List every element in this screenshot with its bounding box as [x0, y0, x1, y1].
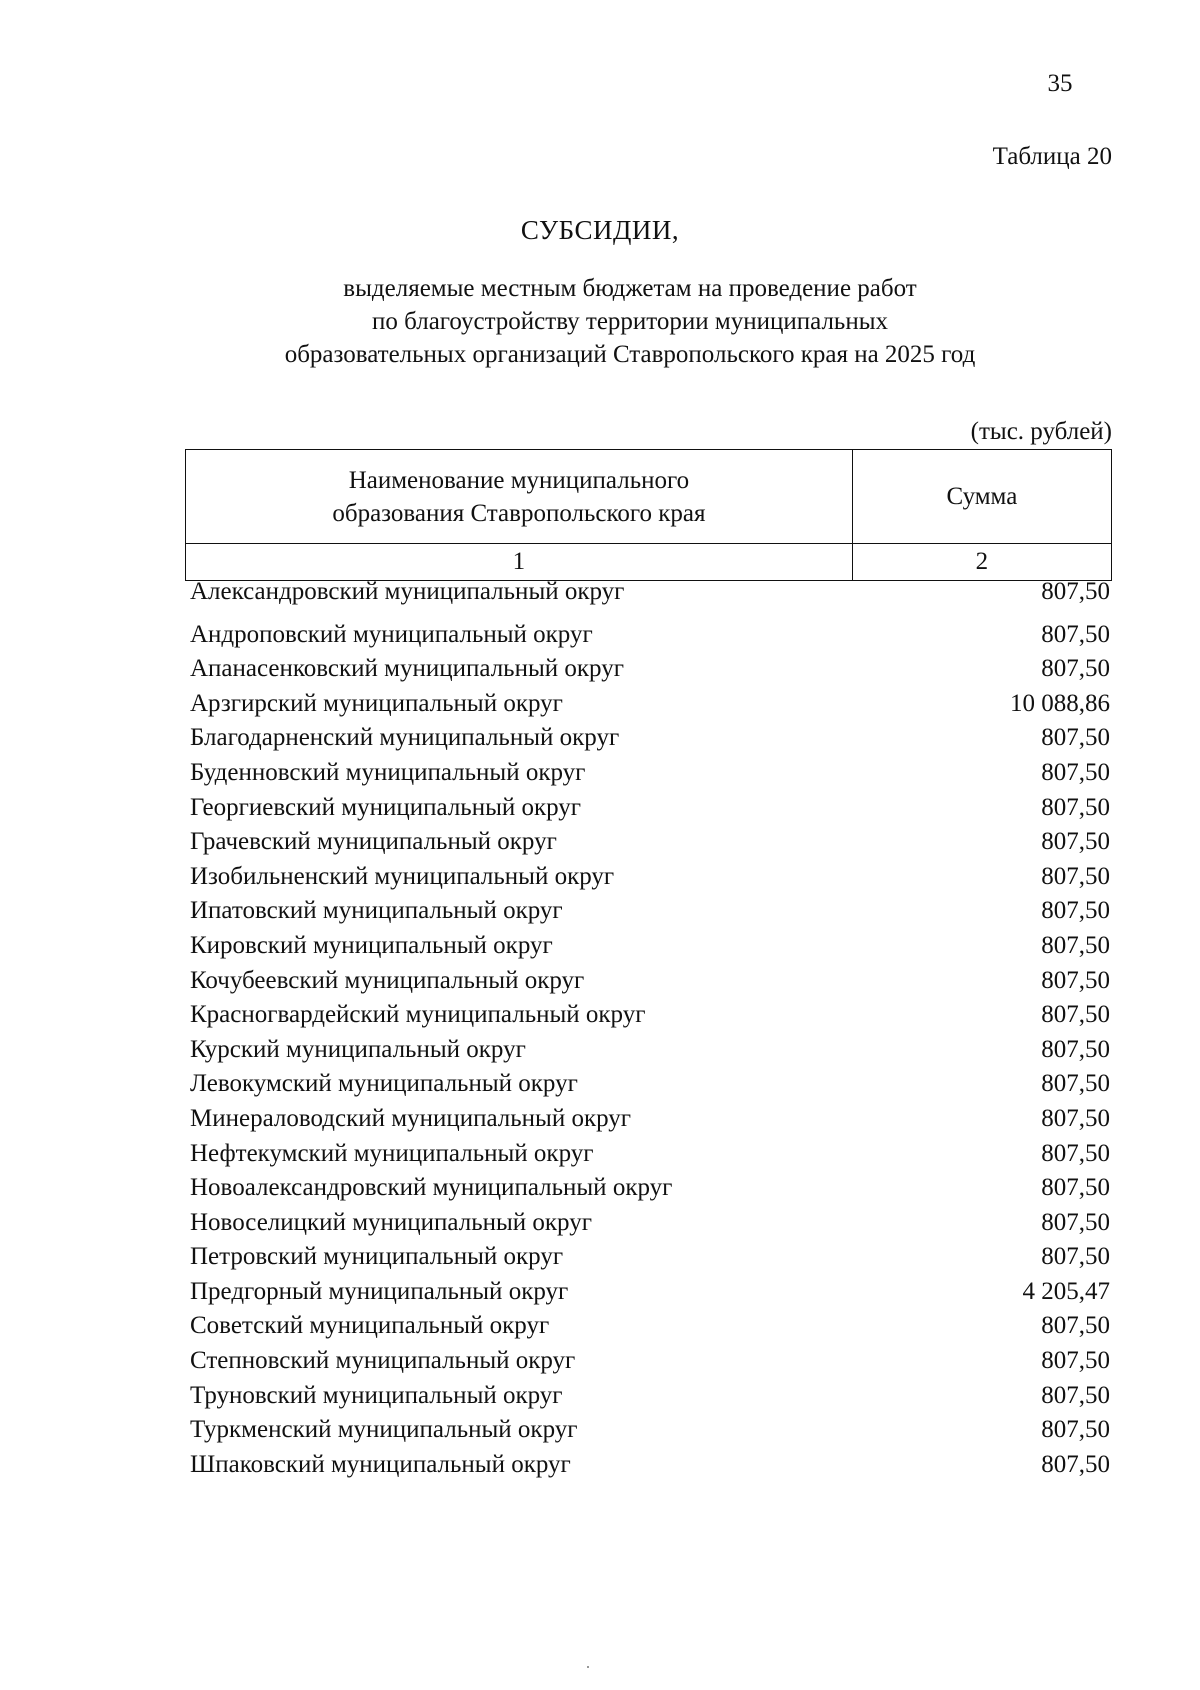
municipality-name: Кировский муниципальный округ: [190, 931, 553, 959]
subsidy-amount: 807,50: [1041, 1450, 1110, 1478]
municipality-name: Новоалександровский муниципальный округ: [190, 1174, 673, 1202]
table-row: [190, 618, 1112, 653]
header-name-cell: [186, 450, 853, 544]
subtitle-line: выделяемые местным бюджетам на проведение работ: [343, 275, 917, 302]
table-label: Таблица 20: [992, 143, 1112, 170]
subsidy-amount: 807,50: [1041, 1139, 1110, 1167]
table-row: [190, 825, 1112, 860]
subsidy-amount: 807,50: [1041, 862, 1110, 890]
table-row: [190, 721, 1112, 756]
municipality-name: Ипатовский муниципальный округ: [190, 897, 563, 925]
subsidy-amount: 807,50: [1041, 1001, 1110, 1029]
page-number: 35: [1047, 70, 1073, 97]
table-row: [190, 1137, 1112, 1172]
subsidy-amount: 807,50: [1041, 1035, 1110, 1063]
municipality-name: Труновский муниципальный округ: [190, 1381, 563, 1409]
subsidy-amount: 807,50: [1041, 966, 1110, 994]
table-row: [190, 652, 1112, 687]
municipality-name: Левокумский муниципальный округ: [190, 1070, 578, 1098]
table-row: [190, 687, 1112, 722]
subsidy-amount: 807,50: [1041, 931, 1110, 959]
table-row: [190, 998, 1112, 1033]
subsidy-amount: 807,50: [1041, 1381, 1110, 1409]
subsidy-amount: 807,50: [1041, 758, 1110, 786]
units-label: (тыс. рублей): [970, 418, 1112, 445]
municipality-name: Георгиевский муниципальный округ: [190, 793, 582, 821]
municipality-name: Петровский муниципальный округ: [190, 1243, 564, 1271]
subsidy-amount: 807,50: [1041, 1347, 1110, 1375]
table-row: [190, 1206, 1112, 1241]
municipality-name: Арзгирский муниципальный округ: [190, 689, 563, 717]
document-subtitle: [230, 272, 1030, 371]
table-row: [190, 964, 1112, 999]
table-row: [190, 1067, 1112, 1102]
table-row: [190, 1379, 1112, 1414]
table-row: [190, 575, 1112, 610]
table-row: [190, 1033, 1112, 1068]
subsidy-amount: 4 205,47: [1022, 1277, 1110, 1305]
subsidy-table-header: [185, 449, 1112, 581]
table-header-row: [186, 450, 1112, 544]
municipality-name: Апанасенковский муниципальный округ: [190, 655, 624, 683]
column-number-1: 1: [186, 544, 853, 581]
table-row: [190, 860, 1112, 895]
municipality-name: Кочубеевский муниципальный округ: [190, 966, 585, 994]
municipality-name: Буденновский муниципальный округ: [190, 758, 586, 786]
municipality-name: Предгорный муниципальный округ: [190, 1277, 569, 1305]
table-row: [190, 929, 1112, 964]
table-row: [190, 756, 1112, 791]
table-row: [190, 1448, 1112, 1483]
table-row: [190, 1275, 1112, 1310]
subsidy-amount: 807,50: [1041, 1070, 1110, 1098]
table-row: [190, 791, 1112, 826]
subsidy-amount: 807,50: [1041, 620, 1110, 648]
municipality-name: Александровский муниципальный округ: [190, 578, 625, 605]
municipality-name: Андроповский муниципальный округ: [190, 620, 593, 648]
municipality-name: Новоселицкий муниципальный округ: [190, 1208, 592, 1236]
header-sum-cell: Сумма: [852, 450, 1111, 544]
header-name-line: образования Ставропольского края: [332, 499, 706, 527]
municipality-name: Туркменский муниципальный округ: [190, 1416, 578, 1444]
municipality-name: Нефтекумский муниципальный округ: [190, 1139, 594, 1167]
subsidy-amount: 807,50: [1041, 897, 1110, 925]
document-title: СУБСИДИИ,: [520, 215, 680, 245]
scan-speck: [587, 1666, 589, 1668]
municipality-name: Благодарненский муниципальный округ: [190, 724, 620, 752]
table-row: [190, 894, 1112, 929]
subsidy-amount: 807,50: [1041, 1312, 1110, 1340]
subtitle-line: по благоустройству территории муниципальных: [372, 308, 888, 335]
subsidy-amount: 807,50: [1041, 828, 1110, 856]
municipality-name: Грачевский муниципальный округ: [190, 828, 557, 856]
municipality-name: Курский муниципальный округ: [190, 1035, 526, 1063]
subsidy-amount: 807,50: [1041, 793, 1110, 821]
municipality-name: Советский муниципальный округ: [190, 1312, 550, 1340]
subsidy-amount: 807,50: [1041, 1174, 1110, 1202]
subsidy-amount: 807,50: [1041, 1104, 1110, 1132]
municipality-name: Минераловодский муниципальный округ: [190, 1104, 632, 1132]
subsidy-amount: 807,50: [1041, 724, 1110, 752]
municipality-name: Красногвардейский муниципальный округ: [190, 1001, 646, 1029]
subsidy-amount: 807,50: [1041, 578, 1110, 605]
subsidy-amount: 807,50: [1041, 1208, 1110, 1236]
subsidy-amount: 10 088,86: [1010, 689, 1110, 717]
subtitle-line: образовательных организаций Ставропольского края на 2025 год: [284, 341, 976, 368]
municipality-name: Шпаковский муниципальный округ: [190, 1450, 571, 1478]
table-row: [190, 1309, 1112, 1344]
subsidy-table-body: [190, 578, 1112, 1482]
column-number-2: 2: [852, 544, 1111, 581]
table-row: [190, 1413, 1112, 1448]
subsidy-amount: 807,50: [1041, 1243, 1110, 1271]
table-row: [190, 1344, 1112, 1379]
table-row: [190, 1171, 1112, 1206]
table-row: [190, 1102, 1112, 1137]
header-name-line: Наименование муниципального: [348, 466, 690, 494]
municipality-name: Изобильненский муниципальный округ: [190, 862, 615, 890]
municipality-name: Степновский муниципальный округ: [190, 1347, 576, 1375]
subsidy-amount: 807,50: [1041, 1416, 1110, 1444]
subsidy-amount: 807,50: [1041, 655, 1110, 683]
table-row: [190, 1240, 1112, 1275]
